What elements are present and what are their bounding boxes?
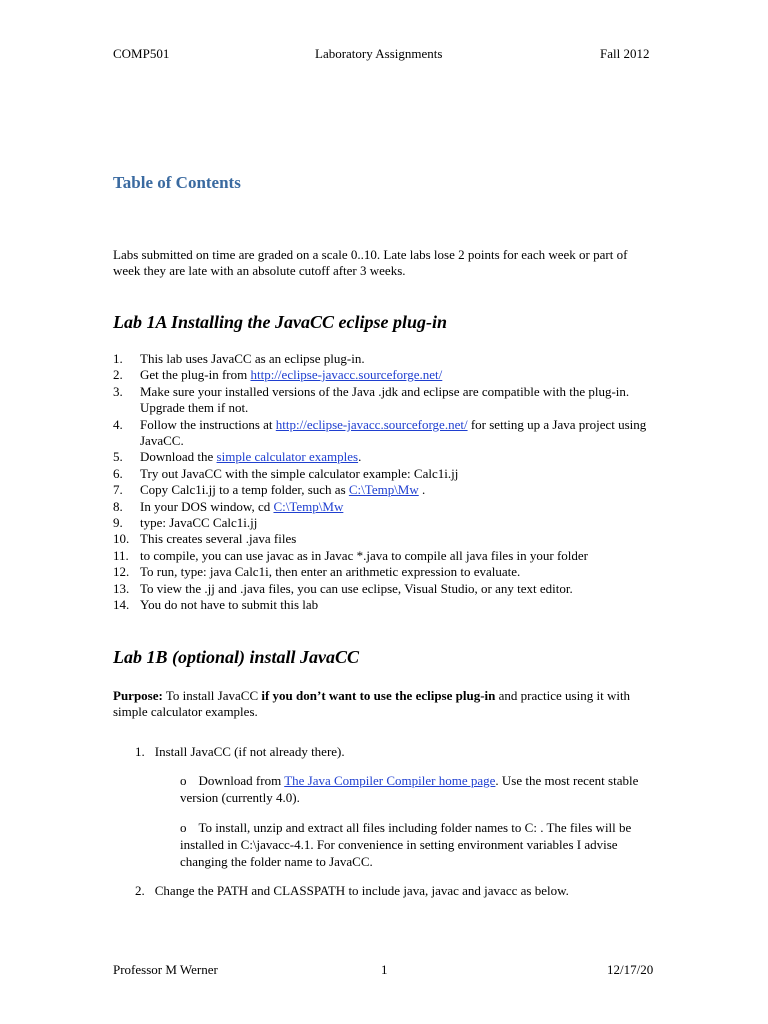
- step-number: 3.: [113, 383, 123, 399]
- lab1a-step: [113, 531, 653, 547]
- purpose-text-1: To install JavaCC: [162, 688, 262, 703]
- lab1a-step: [113, 367, 653, 383]
- lab1a-step: [113, 351, 653, 367]
- lab1a-step: [113, 581, 653, 597]
- purpose-emphasis: if you don’t want to use the eclipse plug-in: [261, 688, 496, 703]
- install-step-1-number: 1.: [135, 744, 145, 759]
- lab1a-step: [113, 548, 653, 564]
- step-text-tail: .: [358, 449, 362, 465]
- header-term: Fall 2012: [600, 46, 650, 61]
- step-number: 2.: [113, 367, 123, 383]
- lab1a-step: [113, 449, 653, 465]
- lab1a-step: [113, 384, 653, 417]
- lab1a-step: [113, 515, 653, 531]
- install-step-2-number: 2.: [135, 883, 145, 898]
- header-title: Laboratory Assignments: [315, 46, 443, 61]
- install-step-2: [135, 883, 569, 899]
- purpose-paragraph: [113, 688, 658, 720]
- step-number: 8.: [113, 498, 123, 514]
- step-number: 1.: [113, 351, 123, 366]
- step-number: 9.: [113, 515, 123, 531]
- step-number: 14.: [113, 597, 130, 613]
- step-text: To view the .jj and .java files, you can use eclipse, Visual Studio, or any text editor.: [140, 580, 573, 596]
- intro-paragraph: Labs submitted on time are graded on a scale 0..10. Late labs lose 2 points for each week or part of week they are late with an absolute cutoff after 3 weeks.: [113, 247, 628, 278]
- javacc-home-link[interactable]: The Java Compiler Compiler home page: [284, 773, 496, 788]
- purpose-label: Purpose:: [113, 688, 163, 703]
- lab1a-step: [113, 466, 653, 482]
- toc-heading: Table of Contents: [113, 173, 241, 192]
- step-link[interactable]: C:\Temp\Mw: [348, 482, 419, 498]
- step-number: 4.: [113, 416, 123, 432]
- footer-date: 12/17/20: [607, 962, 654, 977]
- bullet-install: [180, 819, 650, 870]
- bullet-download-text: Download from: [198, 773, 285, 788]
- step-text: Copy Calc1i.jj to a temp folder, such as: [140, 482, 349, 498]
- lab1a-step: [113, 564, 653, 580]
- lab1a-heading: Lab 1A Installing the JavaCC eclipse plug-in: [113, 312, 448, 332]
- lab1a-steps: [113, 351, 653, 614]
- install-step-2-text: Change the PATH and CLASSPATH to include java, javac and javacc as below.: [154, 883, 569, 898]
- step-text-tail: .: [418, 482, 426, 498]
- step-text: This lab uses JavaCC as an eclipse plug-in.: [140, 351, 365, 366]
- lab1b-heading: Lab 1B (optional) install JavaCC: [113, 647, 360, 667]
- install-step-1: [135, 744, 345, 760]
- step-link[interactable]: C:\Temp\Mw: [273, 498, 344, 514]
- step-number: 10.: [113, 531, 130, 547]
- bullet-install-text: To install, unzip and extract all files including folder names to C: . The files will be installed in C:\javacc-4.1. For convenience in setting environment variables I advise changing the folder name to JavaCC.: [180, 820, 632, 869]
- bullet-marker: o: [180, 773, 187, 788]
- step-number: 5.: [113, 449, 123, 465]
- bullet-download: [180, 772, 650, 806]
- footer-author: Professor M Werner: [113, 962, 218, 977]
- purpose-text-2: and practice using it with simple calculator examples.: [113, 688, 631, 719]
- step-text: Follow the instructions at: [140, 416, 276, 432]
- step-text: This creates several .java files: [140, 531, 297, 547]
- step-text: You do not have to submit this lab: [140, 597, 319, 613]
- step-link[interactable]: simple calculator examples: [216, 449, 359, 465]
- step-text: Download the: [140, 449, 217, 465]
- step-text: To run, type: java Calc1i, then enter an arithmetic expression to evaluate.: [140, 564, 521, 580]
- lab1a-step: [113, 417, 653, 450]
- step-number: 13.: [113, 580, 130, 596]
- step-text: Get the plug-in from: [140, 367, 251, 383]
- footer-page-number: 1: [381, 962, 388, 977]
- lab1a-step: [113, 597, 653, 613]
- header-course: COMP501: [113, 46, 170, 61]
- step-number: 6.: [113, 465, 123, 481]
- step-text-tail: for setting up a Java project using JavaCC.: [140, 416, 647, 449]
- step-number: 12.: [113, 564, 130, 580]
- step-number: 11.: [113, 547, 129, 563]
- step-link[interactable]: http://eclipse-javacc.sourceforge.net/: [275, 416, 468, 432]
- bullet-marker: o: [180, 820, 187, 835]
- step-text: type: JavaCC Calc1i.jj: [140, 515, 258, 531]
- step-number: 7.: [113, 482, 123, 498]
- step-text: In your DOS window, cd: [140, 498, 274, 514]
- install-step-1-text: Install JavaCC (if not already there).: [154, 744, 345, 759]
- bullet-download-text-2: . Use the most recent stable version (currently 4.0).: [180, 773, 639, 805]
- step-text: Make sure your installed versions of the Java .jdk and eclipse are compatible with the plug-in. Upgrade them if not.: [140, 383, 630, 416]
- step-link[interactable]: http://eclipse-javacc.sourceforge.net/: [250, 367, 443, 383]
- step-text: to compile, you can use javac as in Javac *.java to compile all java files in your folder: [140, 547, 588, 563]
- lab1a-step: [113, 482, 653, 498]
- lab1a-step: [113, 499, 653, 515]
- step-text: Try out JavaCC with the simple calculator example: Calc1i.jj: [140, 465, 459, 481]
